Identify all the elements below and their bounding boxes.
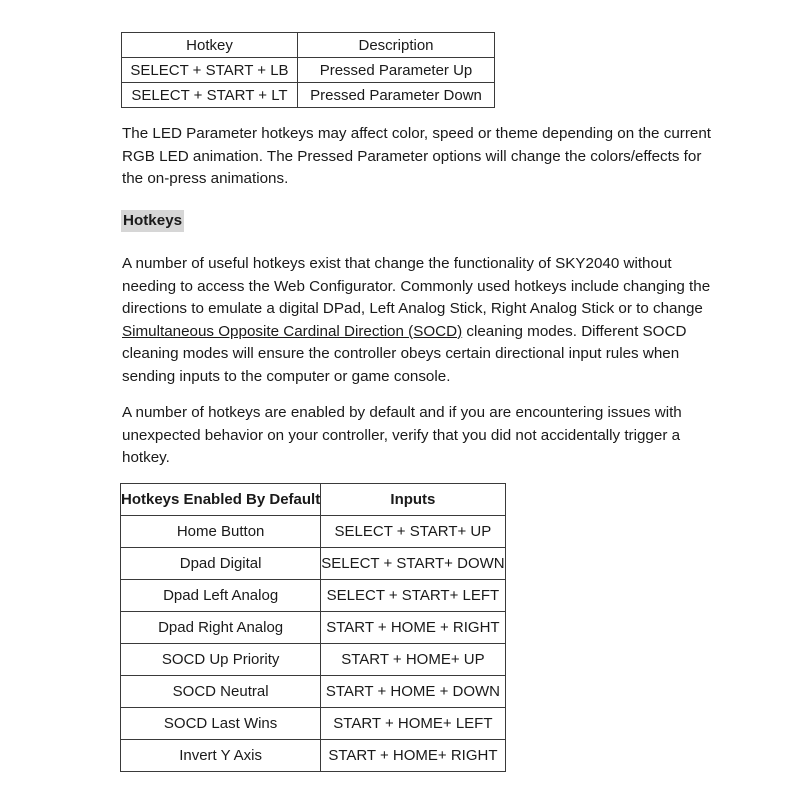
hotkey-name-cell: Dpad Right Analog (121, 612, 321, 644)
default-hotkeys-table (120, 483, 506, 772)
header-cell: Description (298, 33, 495, 58)
table-row (121, 516, 506, 548)
table-row (121, 676, 506, 708)
inputs-cell: SELECT + START+ DOWN (321, 548, 505, 580)
inputs-cell: START + HOME+ UP (321, 644, 505, 676)
hotkeys-intro-paragraph (122, 253, 712, 388)
table-header-row (122, 33, 495, 58)
hotkey-cell: SELECT + START + LB (122, 58, 298, 83)
table-row (122, 58, 495, 83)
paragraph-text: cleaning modes. Different SOCD cleaning modes will ensure the controller obeys certain directional input rules when sending inputs to the computer or game console. (122, 322, 687, 385)
hotkey-name-cell: SOCD Neutral (121, 676, 321, 708)
socd-link[interactable]: Simultaneous Opposite Cardinal Direction (SOCD) (122, 322, 463, 340)
inputs-cell: START + HOME + RIGHT (321, 612, 505, 644)
pressed-parameter-hotkey-table (121, 32, 495, 108)
hotkeys-heading: Hotkeys (121, 210, 184, 232)
inputs-cell: SELECT + START+ UP (321, 516, 505, 548)
default-hotkeys-paragraph: A number of hotkeys are enabled by default and if you are encountering issues with unexpected behavior on your controller, verify that you did not accidentally trigger a hotkey. (122, 404, 682, 466)
led-parameter-paragraph: The LED Parameter hotkeys may affect color, speed or theme depending on the current RGB LED animation. The Pressed Parameter options will change the colors/effects for the on-press animations. (122, 125, 711, 187)
header-cell: Hotkeys Enabled By Default (121, 484, 321, 516)
header-cell: Inputs (321, 484, 505, 516)
table-row (122, 83, 495, 108)
table-row (121, 612, 506, 644)
header-cell: Hotkey (122, 33, 298, 58)
table-row (121, 708, 506, 740)
table-row (121, 740, 506, 772)
paragraph-text: A number of useful hotkeys exist that change the functionality of SKY2040 without needing to access the Web Configurator. Commonly used hotkeys include changing the directions to emulate a digital DPad, Left Analog Stick, Right Analog Stick or to change (122, 255, 711, 317)
hotkey-name-cell: Dpad Digital (121, 548, 321, 580)
inputs-cell: START + HOME+ LEFT (321, 708, 505, 740)
table-row (121, 548, 506, 580)
inputs-cell: SELECT + START+ LEFT (321, 580, 505, 612)
hotkey-cell: SELECT + START + LT (122, 83, 298, 108)
inputs-cell: START + HOME + DOWN (321, 676, 505, 708)
hotkey-name-cell: SOCD Up Priority (121, 644, 321, 676)
description-cell: Pressed Parameter Up (298, 58, 495, 83)
table-row (121, 644, 506, 676)
hotkey-name-cell: Home Button (121, 516, 321, 548)
table-row (121, 580, 506, 612)
hotkey-name-cell: Invert Y Axis (121, 740, 321, 772)
hotkey-name-cell: Dpad Left Analog (121, 580, 321, 612)
hotkey-name-cell: SOCD Last Wins (121, 708, 321, 740)
table-header-row (121, 484, 506, 516)
inputs-cell: START + HOME+ RIGHT (321, 740, 505, 772)
description-cell: Pressed Parameter Down (298, 83, 495, 108)
